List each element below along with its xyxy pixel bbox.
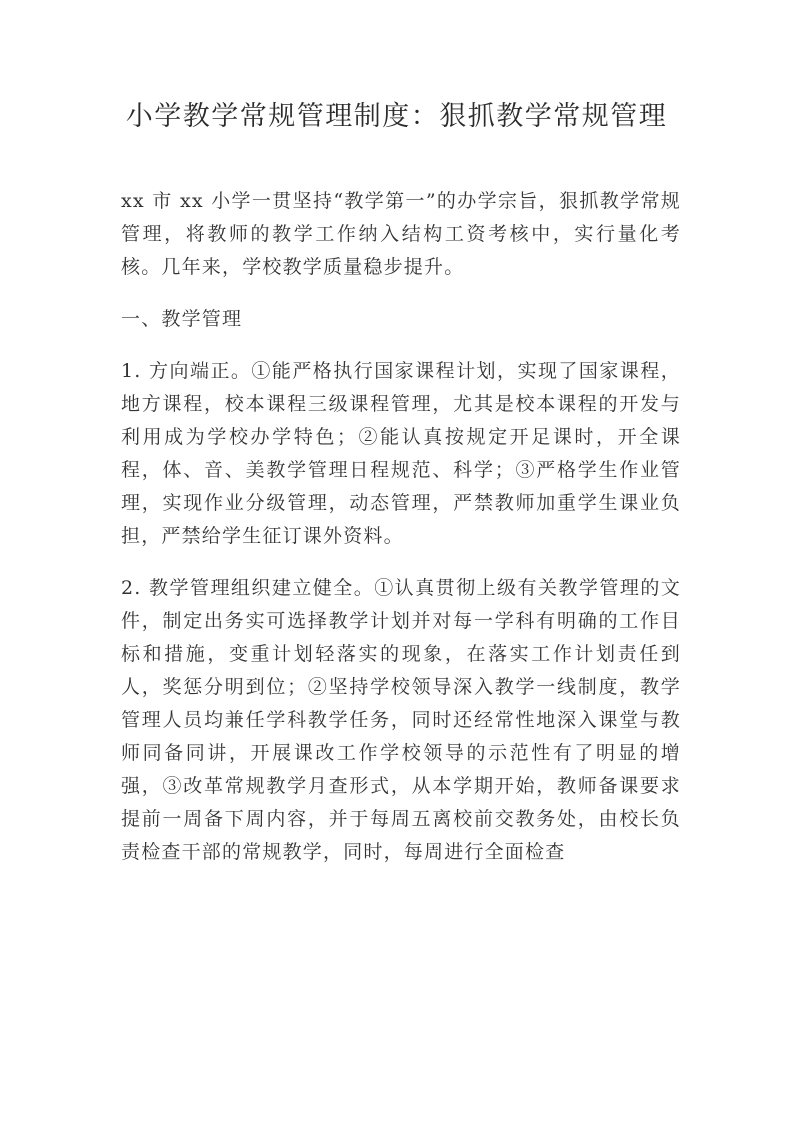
section-heading-teaching-management: 一、教学管理 [121, 308, 243, 330]
document-body [121, 185, 681, 888]
paragraph-item-1: 1. 方向端正。①能严格执行国家课程计划，实现了国家课程，地方课程，校本课程三级课程管理，尤其是校本课程的开发与利用成为学校办学特色；②能认真按规定开足课时，开全课程，体、音、美教学管理日程规范、科学；③严格学生作业管理，实现作业分级管理，动态管理，严禁教师加重学生课业负担，严禁给学生征订课外资料。 [121, 360, 681, 547]
document-title: 小学教学常规管理制度：狠抓教学常规管理 [125, 101, 668, 132]
intro-paragraph: xx 市 xx 小学一贯坚持“教学第一”的办学宗旨，狠抓教学常规管理，将教师的教学工作纳入结构工资考核中，实行量化考核。几年来，学校教学质量稳步提升。 [121, 190, 681, 278]
paragraph-item-2: 2. 教学管理组织建立健全。①认真贯彻上级有关教学管理的文件，制定出务实可选择教学计划并对每一学科有明确的工作目标和措施，变重计划轻落实的现象，在落实工作计划责任到人，奖惩分明到位；②坚持学校领导深入教学一线制度，教学管理人员均兼任学科教学任务，同时还经常性地深入课堂与教师同备同讲，开展课改工作学校领导的示范性有了明显的增强，③改革常规教学月查形式，从本学期开始，教师备课要求提前一周备下周内容，并于每周五离校前交教务处，由校长负责检查干部的常规教学，同时，每周进行全面检查 [121, 577, 681, 863]
